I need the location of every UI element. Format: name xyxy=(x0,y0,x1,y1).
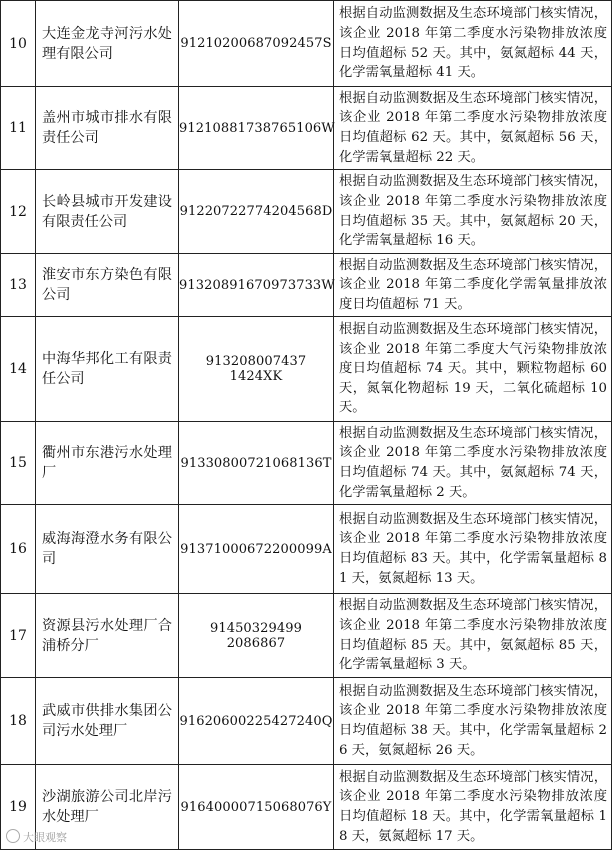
company-name: 长岭县城市开发建设有限责任公司 xyxy=(36,170,179,254)
credit-code: 913208007437 1424XK xyxy=(179,317,334,422)
watermark-logo-icon xyxy=(6,829,20,843)
violation-description: 根据自动监测数据及生态环境部门核实情况，该企业 2018 年第二季度水污染物排放浓度日均值超标 18 天。其中，化学需氧量超标 18 天，氨氮超标 17 天。 xyxy=(334,765,612,850)
table-row xyxy=(1,254,612,317)
company-name: 沙湖旅游公司北岸污水处理厂 xyxy=(36,765,179,850)
violation-description: 根据自动监测数据及生态环境部门核实情况，该企业 2018 年第二季度水污染物排放浓度日均值超标 62 天。其中，氨氮超标 56 天，化学需氧量超标 22 天。 xyxy=(334,87,612,170)
table-row xyxy=(1,594,612,678)
credit-code: 91620600225427240Q xyxy=(179,678,334,765)
row-number: 14 xyxy=(1,317,36,422)
violation-description: 根据自动监测数据及生态环境部门核实情况，该企业 2018 年第二季度水污染物排放浓度日均值超标 38 天。其中，化学需氧量超标 26 天，氨氮超标 26 天。 xyxy=(334,678,612,765)
table-row xyxy=(1,678,612,765)
company-name: 中海华邦化工有限责任公司 xyxy=(36,317,179,422)
watermark-text: 大眼观察 xyxy=(23,831,67,844)
row-number: 10 xyxy=(1,1,36,87)
table-row xyxy=(1,1,612,87)
violation-description: 根据自动监测数据及生态环境部门核实情况，该企业 2018 年第二季度大气污染物排放浓度日均值超标 74 天。其中，颗粒物超标 60 天，氮氧化物超标 19 天，二氧化硫超标 10 天。 xyxy=(334,317,612,422)
violation-description: 根据自动监测数据及生态环境部门核实情况，该企业 2018 年第二季度水污染物排放浓度日均值超标 83 天。其中，化学需氧量超标 81 天，氨氮超标 13 天。 xyxy=(334,505,612,594)
row-number: 18 xyxy=(1,678,36,765)
credit-code: 91320891670973733W xyxy=(179,254,334,317)
credit-code: 91371000672200099A xyxy=(179,505,334,594)
company-name: 威海海澄水务有限公司 xyxy=(36,505,179,594)
credit-code: 91210200687092457S xyxy=(179,1,334,87)
company-name: 衢州市东港污水处理厂 xyxy=(36,422,179,505)
company-name: 盖州市城市排水有限责任公司 xyxy=(36,87,179,170)
company-name: 大连金龙寺河污水处理有限公司 xyxy=(36,1,179,87)
violation-description: 根据自动监测数据及生态环境部门核实情况，该企业 2018 年第二季度水污染物排放浓度日均值超标 35 天。其中，氨氮超标 20 天，化学需氧量超标 16 天。 xyxy=(334,170,612,254)
row-number: 15 xyxy=(1,422,36,505)
table-row xyxy=(1,505,612,594)
company-name: 资源县污水处理厂合浦桥分厂 xyxy=(36,594,179,678)
table-row xyxy=(1,422,612,505)
credit-code: 91330800721068136T xyxy=(179,422,334,505)
row-number: 16 xyxy=(1,505,36,594)
credit-code: 91640000715068076Y xyxy=(179,765,334,850)
violation-description: 根据自动监测数据及生态环境部门核实情况，该企业 2018 年第二季度水污染物排放浓度日均值超标 74 天。其中，氨氮超标 74 天，化学需氧量超标 2 天。 xyxy=(334,422,612,505)
row-number: 17 xyxy=(1,594,36,678)
row-number: 13 xyxy=(1,254,36,317)
table-row xyxy=(1,317,612,422)
company-name: 淮安市东方染色有限公司 xyxy=(36,254,179,317)
credit-code: 91450329499 2086867 xyxy=(179,594,334,678)
violation-description: 根据自动监测数据及生态环境部门核实情况，该企业 2018 年第二季度水污染物排放浓度日均值超标 52 天。其中，氨氮超标 44 天，化学需氧量超标 41 天。 xyxy=(334,1,612,87)
watermark xyxy=(6,829,67,845)
table-row xyxy=(1,87,612,170)
row-number: 11 xyxy=(1,87,36,170)
violation-description: 根据自动监测数据及生态环境部门核实情况，该企业 2018 年第二季度水污染物排放浓度日均值超标 85 天。其中，氨氮超标 85 天，化学需氧量超标 3 天。 xyxy=(334,594,612,678)
table-row xyxy=(1,170,612,254)
credit-code: 91220722774204568D xyxy=(179,170,334,254)
row-number: 19 xyxy=(1,765,36,850)
table-row xyxy=(1,765,612,850)
company-name: 武威市供排水集团公司污水处理厂 xyxy=(36,678,179,765)
violation-description: 根据自动监测数据及生态环境部门核实情况，该企业 2018 年第二季度化学需氧量排放浓度日均值超标 71 天。 xyxy=(334,254,612,317)
credit-code: 91210881738765106W xyxy=(179,87,334,170)
row-number: 12 xyxy=(1,170,36,254)
